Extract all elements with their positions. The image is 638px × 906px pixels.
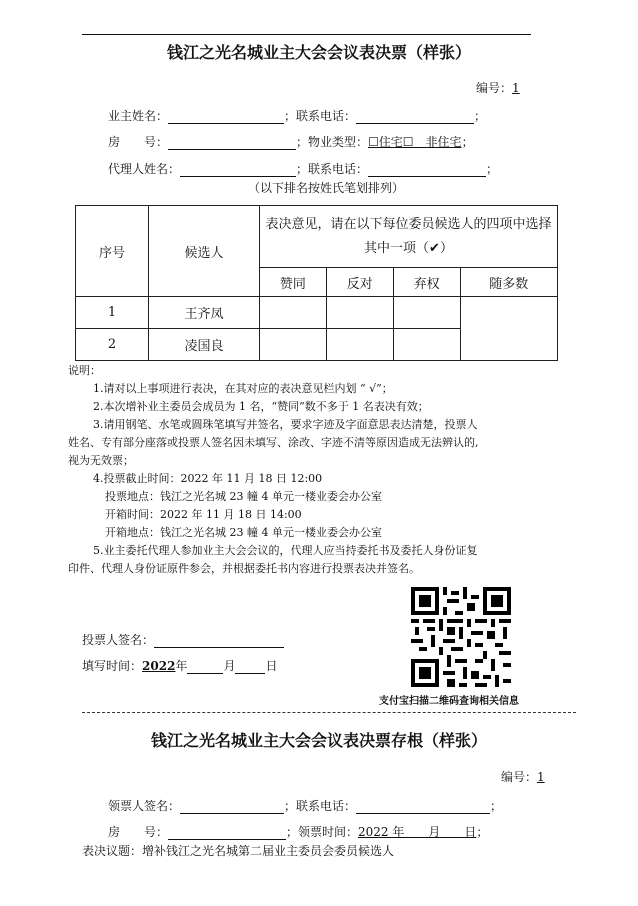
receiver-field[interactable]	[180, 799, 284, 814]
proxy-name-field[interactable]	[180, 162, 296, 177]
stub-matter: 表决议题：增补钱江之光名城第二届业主委员会委员候选人	[82, 844, 395, 858]
voter-sign-label: 投票人签名：	[82, 633, 155, 647]
owner-name-label: 业主姓名：	[108, 109, 169, 123]
stub-receiver-row	[108, 797, 502, 814]
note-item: 投票地点：钱江之光名城 23 幢 4 单元一楼业委会办公室	[105, 490, 382, 503]
sort-note: （以下排名按姓氏笔划排列）	[248, 181, 405, 195]
vote-cell-abstain[interactable]	[393, 297, 460, 329]
stub-room-row	[108, 823, 488, 840]
row-no: 2	[76, 329, 149, 361]
cut-line	[82, 712, 576, 713]
semicolon: ；	[474, 109, 487, 123]
note-item: 印件、代理人身份证原件参会，并根据委托书内容进行投票表决并签名。	[68, 562, 420, 575]
proxy-row	[108, 160, 498, 177]
vote-table	[75, 205, 558, 361]
stub-number	[501, 768, 545, 785]
option-abstain: 弃权	[393, 268, 460, 297]
vote-cell-follow-majority[interactable]	[460, 297, 557, 361]
row-no: 1	[76, 297, 149, 329]
note-item: 开箱地点：钱江之光名城 23 幢 4 单元一楼业委会办公室	[105, 526, 382, 539]
owner-phone-field[interactable]	[356, 109, 474, 124]
property-type-label: ；物业类型：	[296, 135, 369, 149]
stub-number-value: 1	[537, 770, 545, 784]
owner-phone-label: ；联系电话：	[284, 109, 357, 123]
note-item: 视为无效票；	[68, 454, 134, 467]
semicolon: ；	[486, 162, 499, 176]
year-unit: 年	[175, 659, 188, 673]
table-row	[76, 297, 558, 329]
stub-room-label: 房 号：	[108, 825, 169, 839]
fill-month-field[interactable]	[187, 659, 223, 674]
ballot-title: 钱江之光名城业主大会会议表决票（样张）	[166, 43, 471, 62]
fill-time-row	[82, 657, 277, 674]
note-item: 3.请用钢笔、水笔或圆珠笔填写并签名，要求字迹及字面意思表达清楚，投票人	[93, 418, 478, 431]
proxy-name-label: 代理人姓名：	[108, 162, 181, 176]
option-follow-majority: 随多数	[460, 268, 557, 297]
col-no-header: 序号	[76, 206, 149, 297]
fill-day-field[interactable]	[235, 659, 265, 674]
proxy-phone-field[interactable]	[368, 162, 486, 177]
day-unit: 日	[265, 659, 278, 673]
qr-code-icon	[411, 587, 511, 687]
semicolon: ；	[476, 825, 489, 839]
vote-cell-abstain[interactable]	[393, 329, 460, 361]
note-item: 姓名、专有部分座落或投票人签名因未填写、涂改、字迹不清等原因造成无法辨认的,	[68, 436, 479, 449]
month-unit: 月	[223, 659, 236, 673]
option-oppose: 反对	[326, 268, 393, 297]
note-item: 1.请对以上事项进行表决，在其对应的表决意见栏内划 “ √”；	[93, 382, 393, 395]
stub-title: 钱江之光名城业主大会会议表决票存根（样张）	[150, 731, 487, 750]
fill-year: 2022	[142, 659, 176, 673]
room-row	[108, 133, 474, 150]
receive-time-label: ；领票时间：	[286, 825, 359, 839]
room-label: 房 号：	[108, 135, 169, 149]
stub-phone-label: ；联系电话：	[284, 799, 357, 813]
property-type-options[interactable]: ☐住宅☐ 非住宅	[368, 135, 462, 149]
vote-cell-agree[interactable]	[260, 297, 327, 329]
note-item: 开箱时间：2022 年 11 月 18 日 14:00	[105, 508, 302, 521]
receiver-label: 领票人签名：	[108, 799, 181, 813]
stub-room-field[interactable]	[168, 825, 286, 840]
semicolon: ；	[490, 799, 503, 813]
stub-phone-field[interactable]	[356, 799, 490, 814]
room-field[interactable]	[168, 135, 296, 150]
notes-heading: 说明：	[68, 364, 101, 377]
semicolon: ；	[461, 135, 474, 149]
note-item: 4.投票截止时间：2022 年 11 月 18 日 12:00	[93, 472, 323, 485]
row-candidate: 凌国良	[149, 329, 260, 361]
option-agree: 赞同	[260, 268, 327, 297]
ballot-number	[476, 79, 520, 96]
ballot-number-value: 1	[512, 81, 520, 95]
note-item: 5.业主委托代理人参加业主大会会议的，代理人应当持委托书及委托人身份证复	[93, 544, 478, 557]
voter-sign-row	[82, 631, 284, 648]
vote-cell-agree[interactable]	[260, 329, 327, 361]
qr-caption: 支付宝扫描二维码查询相关信息	[379, 696, 519, 707]
col-candidate-header: 候选人	[149, 206, 260, 297]
vote-cell-oppose[interactable]	[326, 329, 393, 361]
stub-number-label: 编号：	[501, 770, 538, 784]
top-rule	[82, 34, 531, 35]
receive-time-value[interactable]: 2022 年 月 日	[358, 825, 477, 839]
fill-time-label: 填写时间：	[82, 659, 143, 673]
owner-row	[108, 107, 486, 124]
owner-name-field[interactable]	[168, 109, 284, 124]
ballot-number-label: 编号：	[476, 81, 513, 95]
instruction-header: 表决意见，请在以下每位委员候选人的四项中选择其中一项（✔）	[260, 206, 558, 268]
voter-sign-field[interactable]	[154, 633, 284, 648]
note-item: 2.本次增补业主委员会成员为 1 名，“赞同”数不多于 1 名表决有效；	[93, 400, 429, 413]
row-candidate: 王齐凤	[149, 297, 260, 329]
proxy-phone-label: ；联系电话：	[296, 162, 369, 176]
vote-cell-oppose[interactable]	[326, 297, 393, 329]
